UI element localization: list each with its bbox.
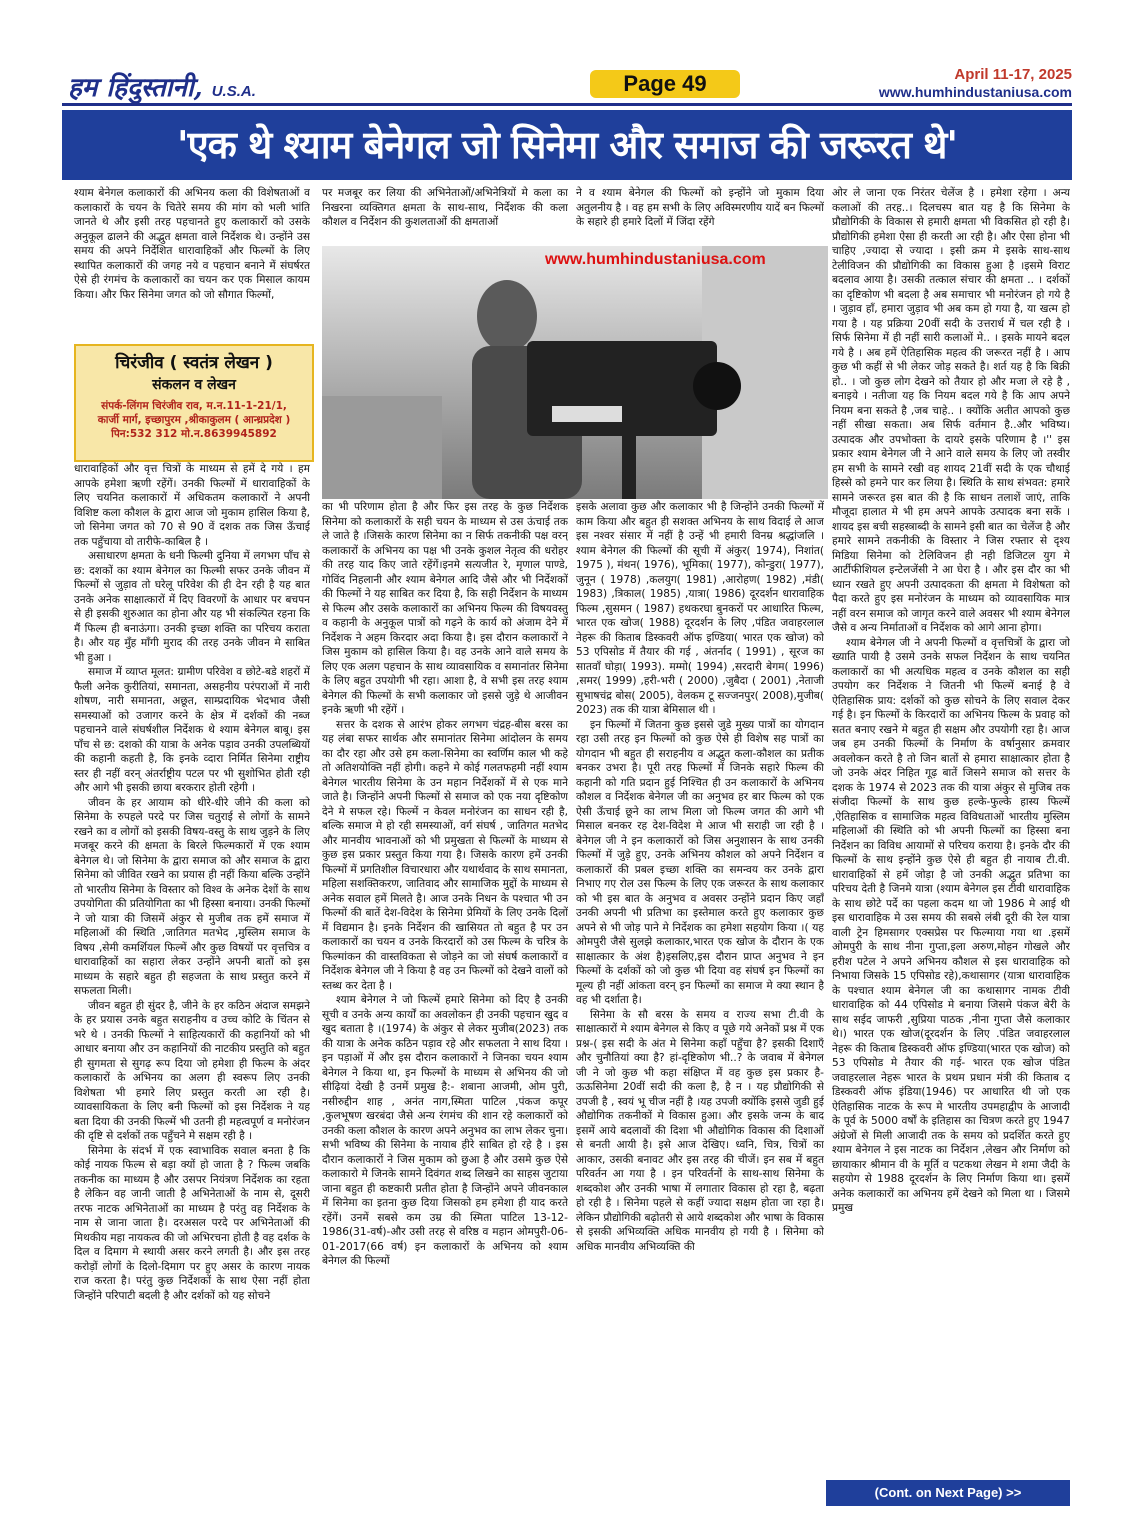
issue-date: April 11-17, 2025 [954, 66, 1072, 83]
brand-name: हम हिंदुस्तानी, [68, 73, 203, 103]
column-3-top [576, 186, 824, 244]
address-line: संपर्क-लिंगम चिरंजीव राव, म.न.11-1-21/1, [101, 400, 287, 412]
column-2 [322, 500, 568, 1510]
continued-next-page[interactable]: (Cont. on Next Page) >> [826, 1480, 1070, 1506]
paragraph: जीवन बहुत ही सुंदर है, जीने के हर कठिन अंदाज समझने के हर प्रयास उनके बहुत सराहनीय व उच्च कोटि के चिंतन से भरे थे । उनकी फिल्मों ने साहित्यकारों की कहानियों को भी आधार बनाया और उन कहानियों की नाटकीय प्रस्तुति को बहुत ही सुगमता से सुगढ़ रूप दिया जो हमेशा ही फिल्म के अंदर कलाकारों के अभिनय का अलग ही स्वरूप लिए उनकी विशेषता भी हमारे लिए प्रस्तुत करती आ रही है। व्यावसायिकता के लिए बनी फिल्मों को इस निर्देशक ने यह बता दिया की उनकी फिल्में भी उतनी ही महत्वपूर्ण व मनोरंजन की दृष्टि से दर्शकों तक पहुँचने मे सक्षम रही है । [74, 999, 310, 1142]
address-line: कार्जी मार्ग, इच्छापुरम ,श्रीकाकुलम ( आन्ध्रप्रदेश ) [97, 414, 291, 426]
paragraph: सिनेमा के संदर्भ में एक स्वाभाविक सवाल बनता है कि कोई नायक फिल्म से बड़ा क्यों हो जाता है ? फिल्म जबकि तकनीक का माध्यम है और उसपर नियंत्रण निर्देशक का रहता है लेकिन वह जानी जाती है अभिनेताओं के नाम से, दूसरी तरफ नाटक अभिनेताओं का माध्यम है परंतु वह निर्देशक के नाम से जाना जाता है। दरअसल परदे पर अभिनेताओं की मिथकीय महा नायकत्व की जो अभिरचना होती है वह दर्शक के दिल व दिमाग मे स्थायी असर करने लगती है। और इस तरह करोड़ों लोगों के दिलो-दिमाग पर हुए असर के कारण नायक राज करता है। परंतु कुछ निर्देशकों के साथ ऐसा नहीं होता जिन्होंने परिपाटी बदली है और दर्शकों को यह सोचने [74, 1144, 310, 1302]
paragraph: धारावाहिकों और वृत्त चित्रों के माध्यम से हमें दे गये । हम आपके हमेशा ऋणी रहेंगें। उनकी फिल्मों में धारावाहिकों के लिए चयनित कलाकारों में अधिकतम कलाकारों ने अपनी विशिष्ट कला कौशल के द्वारा आज जो मुकाम हासिल किया है, जो सिनेमा जगत को 70 से 90 वें दशक तक जिस ऊँचाई तक पहुँचाया वो तारीफे-काबिल है । [74, 463, 310, 548]
brand-suffix: U.S.A. [211, 83, 256, 100]
paragraph: इन फिल्मों में जितना कुछ इससे जुडे मुख्य पात्रों का योगदान रहा उसी तरह इन फिल्मों को कुछ ऐसे ही विशेष सह पात्रों का योगदान भी बहुत ही सराहनीय व अद्भुत कला-कौशल का प्रतीक बनकर उभरा है। पूरी तरह फिल्मों में जिनके सहारे फिल्म की कहानी को गति प्रदान हुई निश्चित ही उन कलाकारों के अभिनय कौशल व निर्देशक बेनेगल जी का अनुभव हर बार फिल्म को एक ऐसी ऊँचाई छूने का लाभ मिला जो फिल्म जगत की आगे भी मिसाल बनकर रह देश-विदेश मे आज भी सराही जा रही है ।बेनेगल जी ने इन कलाकारों को जिस अनुशासन के साथ उनकी फिल्मों में जुड़े हुए, उनके अभिनय कौशल को अपने निर्देशन व कलाकारों की प्रबल इच्छा शक्ति का समन्वय कर उनके द्वारा निभाए गए रोल उस फिल्म के लिए एक जरूरत के साथ कलाकार को भी इस बात के अनुभव व अवसर उन्होंने प्रदान किए जहाँ उनकी अपनी भी प्रतिभा का इस्तेमाल करते हुए कलाकार कुछ अपने से भी जोड़ पाने मे निर्देशक का हमेशा सहयोग किया ।( यह ओमपुरी जैसे सुलझे कलाकार,भारत एक खोज के दौरान के एक साक्षात्कार के अंश है)इसलिए,इस दौरान प्राप्त अनुभव ने इन फिल्मों के दर्शकों को जो कुछ भी दिया वह संघर्ष इन फिल्मों का मूल्य ही नहीं आंकता वरन् इन फिल्मों का समाज मे क्या स्थान है वह भी दर्शाता है। [576, 718, 824, 1006]
page-number-badge: Page 49 [590, 70, 740, 98]
column-1-top [74, 186, 310, 342]
paragraph: इसके अलावा कुछ और कलाकार भी है जिन्होंने उनकी फिल्मों में काम किया और बहुत ही सशक्त अभिनय के साथ विदाई ले आज इस नश्वर संसार में नहीं है उन्हें भी हमारी विनम्र श्रद्धांजलि । श्याम बेनेगल की फिल्मों की सूची में अंकुर( 1974), निशांत( 1975 ), मंथन( 1976), भूमिका( 1977), कोन्डुरा( 1977), जुनून ( 1978) ,कलयुग( 1981) ,आरोहण( 1982) ,मंडी( 1983) ,त्रिकाल( 1985) ,यात्रा( 1986) दूरदर्शन धारावाहिक फिल्म ,सुसमन ( 1987) हथकरघा बुनकरों पर आधारित फिल्म, भारत एक खोज( 1988) दूरदर्शन के लिए ,पंडित जवाहरलाल नेहरू की किताब डिस्कवरी ऑफ इण्डिया( भारत एक खोज) को 53 एपिसोड में तैयार की गई , अंतर्नाद ( 1991) , सूरज का सातवाँ घोड़ा( 1993). मम्मो( 1994) ,सरदारी बेगम( 1996) ,समर( 1999) ,हरी-भरी ( 2000) ,जुबैदा ( 2001) ,नेताजी सुभाषचंद्र बोस( 2005), वेलकम टू सज्जनपुर( 2008),मुजीब( 2023) तक की यात्रा बेमिसाल थी । [576, 501, 824, 716]
paragraph: सत्तर के दशक से आरंभ होकर लगभग चंद्रह-बीस बरस का यह लंबा सफर सार्थक और समानांतर सिनेमा आंदोलन के समय का दौर रहा और उसे हम कला-सिनेमा का स्वर्णिम काल भी कहे तो अतिशयोक्ति नहीं होगी। कहने मे कोई गलतफहमी नहीं श्याम बेनेगल भारतीय सिनेमा के उन महान निर्देशकों में से एक माने जाते है। जिन्होंने अपनी फिल्मों से समाज को एक नया दृष्टिकोण देने मे सफल रहे। फिल्में न केवल मनोरंजन का साधन रही है, बल्कि समाज मे हो रही समस्याओं, वर्ग संघर्ष , जातिगत मतभेद और मानवीय भावनाओं को भी प्रमुखता से फिल्मों के माध्यम से कुछ इस प्रकार प्रस्तुत किया गया है। जिसके कारण हमें उनकी फिल्मों में प्रगतिशील विचारधारा और यथार्थवाद के साथ समानता, महिला सशक्तिकरण, जातिवाद और सामाजिक मुद्दों के माध्यम से अनेक सवाल हमें मिलते है। आज उनके निधन के पश्चात भी उन फिल्मों की बातें देश-विदेश के सिनेमा प्रेमियों के लिए उनके दिलों में विद्यमान है। इनके निर्देशन की खासियत तो बहुत है पर उन कलाकारों का चयन व उनके किरदारों को उस फिल्म के चरित्र के फिल्मांकन की वास्तविकता से जोड़ने का जो संघर्ष कलाकारों व निर्देशक बेनेगल जी ने किया है वह उन फिल्मों को देखने वालों को स्तब्ध कर देता है । [322, 718, 568, 992]
column-1 [74, 462, 310, 1510]
paragraph: श्याम बेनेगल कलाकारों की अभिनय कला की विशेषताओं व कलाकारों के चयन के चितेरे समय की मांग को भली भांति जानते थे और इसी तरह पहचानते हुए कलाकारों को उसके अनुकूल ढालने की अद्भुत क्षमता वाले निर्देशक थे। उन्होंने उस समय की अपने निर्देशित धारावाहिकों और फिल्मों के लिए स्थापित कलाकारों की जगह नये व पहचान बनाने में संघर्षरत ऐसे ही रंगमंच के कलाकारों का चयन कर एक मिसाल कायम किया। और फिर सिनेमा जगत को जो सौगात फिल्मों, [74, 187, 310, 301]
address-line: पिन:532 312 मो.न.8639945892 [111, 428, 277, 440]
paragraph: असाधारण क्षमता के धनी फिल्मी दुनिया में लगभग पाँच से छ: दशकों का श्याम बेनेगल का फिल्मी सफर उनके जीवन में फिल्मों से जुड़ाव तो घरेलू परिवेश की ही देन रही है यह बात उनके अनेक साक्षात्कारों में दिए विवरणों के आधार पर बचपन से ही इसकी शुरुआत का होना और यह भी संकल्पित रहना कि मैं फिल्म ही बनाऊंगा। उनकी इच्छा शक्ति का परिचय कराता है। और यह मुँह माँगी मुराद की तरह उनके जीवन मे साबित भी हुआ । [74, 550, 310, 664]
article-photo [322, 246, 828, 499]
article-headline: 'एक थे श्याम बेनेगल जो सिनेमा और समाज की जरूरत थे' [62, 110, 1072, 180]
author-address [76, 399, 312, 441]
author-role: संकलन व लेखन [152, 377, 236, 393]
paragraph: पर मजबूर कर लिया की अभिनेताओं/अभिनेत्रियों मे कला का निखरना व्यक्तिगत क्षमता के साथ-साथ, निर्देशक की कला कौशल व निर्देशन की कुशलताओं की क्षमताओं [322, 187, 568, 228]
masthead-rule [62, 103, 1072, 106]
website-link[interactable]: www.humhindustaniusa.com [878, 84, 1072, 100]
column-2-top [322, 186, 568, 244]
author-box [74, 344, 314, 462]
paragraph: का भी परिणाम होता है और फिर इस तरह के कुछ निर्देशक सिनेमा को कलाकारों के सही चयन के माध्यम से उस ऊंचाई तक ले जाते है ।जिसके कारण सिनेमा का न सिर्फ तकनीकी पक्ष वरन् कलाकारों के अभिनय का पक्ष भी उनके कुशल नेतृत्व की धरोहर की तरह याद किए जाते रहेंगें।इनमे सत्यजीत रे, मृणाल पाण्डे, गोविंद निहलानी और श्याम बेनेगल आदि जैसे और भी निर्देशकों की फिल्मों ने यह साबित कर दिया है, कि सही निर्देशन के माध्यम से फिल्म और उसके कलाकारों का अभिनय फिल्म की विषयवस्तु व कहानी के अनुकूल पात्रों को गढ़ने के कार्य को अंजाम देने में निर्देशक ने अहम किरदार अदा किया है। इस दौरान कलाकारों ने जिस मुकाम को हासिल किया है। वह उनके आने वाले समय के लिए एक अलग पहचान के साथ व्यावसायिक व समानांतर सिनेमा के लिए बहुत उपयोगी भी रहा। आशा है, वे सभी इस तरह श्याम बेनेगल की फिल्मों के सभी कलाकार जो इससे जुड़े थे आजीवन इनके ऋणी भी रहेंगें । [322, 501, 568, 716]
column-4 [832, 186, 1070, 1476]
paragraph: श्याम बेनेगल ने जो फिल्में हमारे सिनेमा को दिए है उनकी सूची व उनके अन्य कार्यों का अवलोकन ही उनकी पहचान खुद व खुद बताता है ।(1974) के अंकुर से लेकर मुजीब(2023) तक की यात्रा के अनेक कठिन पड़ाव रहे और सफलता ने साथ दिया । इन पड़ाओं में और इस दौरान कलाकारों ने जिनका चयन श्याम बेनेगल ने किया था, इन फिल्मों के माध्यम से अभिनय की जो सीढ़ियां देखी है उनमें प्रमुख है:- शबाना आजमी, ओम पुरी, नसीरुद्दीन शाह , अनंत नाग,स्मिता पाटिल ,पंकज कपूर ,कुलभूषण खरबंदा जैसे अन्य रंगमंच की शान रहे कलाकारों को उनकी कला कौशल के कारण अपने अनुभव का लाभ लेकर चुना। सभी भविष्य की सिनेमा के नायाब हीरे साबित हो रहे है । इस दौरान कलाकारों ने जिस मुकाम को छुआ है और उसमे कुछ ऐसे कलाकारो मे जिनके सामने दिवंगत शब्द लिखने का साहस जुटाया जाना बहुत ही कष्टकारी प्रतीत होता है जिन्होंने अपने जीवनकाल में सिनेमा का इतना कुछ दिया जिसको हम हमेशा ही याद करते रहेंगें। उनमें सबसे कम उम्र की स्मिता पाटिल 13-12-1986(31-वर्ष)-और उसी तरह से वरिष्ठ व महान ओमपुरी-06-01-2017(66 वर्ष) इन कलाकारों के अभिनय को श्याम बेनेगल की फिल्मों [322, 994, 568, 1267]
paragraph: ने व श्याम बेनेगल की फिल्मों को इन्होंने जो मुकाम दिया अतुलनीय है । वह हम सभी के लिए अविस्मरणीय यादें बन फिल्मों के सहारे ही हमारे दिलों में जिंदा रहेंगे [576, 187, 824, 228]
paragraph: ओर ले जाना एक निरंतर चेलेंज है । हमेशा रहेगा । अन्य कलाओं की तरह..। दिलचस्प बात यह है कि सिनेमा के प्रौद्योगिकी के विकास से हमारी क्षमता भी विकसित हो रही है। प्रौद्योगिकी हमेशा ऐसा ही करती आ रही है। और ऐसा होना भी चाहिए ,ज्यादा से ज्यादा । इसी क्रम मे इसके साथ-साथ टेलीविजन की प्रौद्योगिकी का विकास हुआ है ।इसमे विराट बदलाव आया है। उसकी तत्काल संचार की क्षमता .. । दर्शकों का दृष्टिकोण भी बदला है अब समाचार भी मनोरंजन हो गये है । जुड़ाव हाँ, हमारा जुड़ाव भी अब कम हो गया है, या खत्म हो गया है । यह प्रक्रिया 20वीं सदी के उत्तरार्ध में चल रही है । सिर्फ सिनेमा में ही नहीं सारी कलाओं मे.. । इसके मायने बदल गये है । अब हमें ऐतिहासिक महत्व की जरूरत नहीं है । आप कुछ भी कहीं से भी लेकर जोड़ सकते है। शर्त यह है कि बिक्री हो.. । जो कुछ लोग देखने को तैयार हो और मजा ले रहे है , बनाइये । नतीजा यह कि नियम बदल गये है कि आप अपने नियम बना सकते है ,जब चाहे.. । क्योंकि अतीत आपको कुछ नहीं सीखा सकता। अब सिर्फ वर्तमान है..और भविष्य। उत्पादक और उपभोक्ता के दायरे इसके परिणाम है ।'' इस प्रकार श्याम बेनेगल जी ने आने वाले समय के लिए जो तस्वीर हम सभी के सामने रखी वह शायद 21वीं सदी के एक चौथाई हिस्से को हमने पार कर लिया है। स्थिति के साथ संभवत: हमारे सामने जरूरत इस बात की है कि साधन तलाशें जाएं, ताकि मौजूदा हालात मे भी हम अपने आपके उत्पादक बना सकें ।शायद इस बची सहस्त्राब्दी के सामने इसी बात का चेलेंज है और हमारे सामने तकनीकी के विस्तार ने जिस रफ्तार से दृश्य मिडिया सिनेमा को टेलिविजन ही नही डिजिटल युग मे आर्टीफीशियल इन्टेलजेंसी ने आ घेरा है । और इस दौर का भी ध्यान रखते हुए अपनी उत्पादकता की क्षमता मे विशेषता को पैदा करते हुए इस मनोरंजन के माध्यम को व्यावसायिक मात्र नहीं वरन समाज को जागृत करने वाले अवसर भी श्याम बेनेगल जैसे व अन्य निर्माताओं व निर्देशक को आगे आना होगा। [832, 187, 1070, 634]
paragraph: सिनेमा के सौ बरस के समय व राज्य सभा टी.वी के साक्षात्कारों मे श्याम बेनेगल से किए व पूछे गये अनेकों प्रश्न में एक प्रश्न-( इस सदी के अंत मे सिनेमा कहाँ पहुँचा है? इसकी दिशाएँ और चुनौतियां क्या है? हां-दृष्टिकोण भी..? के जवाब में बेनेगल जी ने जो कुछ भी कहा संक्षिप्त में वह कुछ इस प्रकार है-ऊऊसिनेमा 20वीं सदी की कला है, है न । यह प्रौद्योगिकी से उपजी है , स्वयं भू चीज नहीं है ।यह उपजी क्योंकि इससे जुडी हुई औद्योगिक तकनीकों मे विकास हुआ। और इसके जन्म के बाद इसमें आये बदलावों की दिशा भी औद्योगिक विकास की दिशाओं से बनती आयी है। इसे आज देखिए। ध्वनि, चित्र, चित्रों का आकार, उसकी बनावट और इस तरह की चीजें। इन सब में बहुत परिवर्तन आ गया है । इन परिवर्तनों के साथ-साथ सिनेमा के शब्दकोश और उनकी भाषा में लगातार विकास हो रहा है, बढ़ता हो रही है । सिनेमा पहले से कहीं ज्यादा सक्षम होता जा रहा है। लेकिन प्रौद्योगिकी बढ़ोतरी से आये शब्दकोश और भाषा के विकास से इसकी अभिव्यक्ति अधिक मानवीय हो गयी है । सिनेमा को अधिक मानवीय अभिव्यक्ति की [576, 1008, 824, 1253]
brand-logo [68, 68, 256, 104]
author-name: चिरंजीव ( स्वतंत्र लेखन ) [115, 353, 273, 373]
photo-watermark: www.humhindustaniusa.com [545, 251, 766, 268]
paragraph: जीवन के हर आयाम को धीरे-धीरे जीने की कला को सिनेमा के रुपहले परदे पर जिस चतुराई से लोगों के सामने रखने का व लोगों को इसकी विषय-वस्तु के साथ जुड़ने के लिए मजबूर करने की क्षमता के बिरले फिल्मकारों में एक श्याम बेनेगल थे। जो सिनेमा के द्वारा समाज को और समाज के द्वारा सिनेमा को जीवित रखने का प्रयास ही नहीं किया बल्कि उन्होंने तो भारतीय सिनेमा के विस्तार को विश्व के अनेक देशों के साथ उपयोगिता की प्रतियोगिता का भी हिस्सा बनाया। उनकी फिल्मों ने जो यात्रा की जिसमें अंकुर से मुजीब तक हमें समाज में महिलाओं की स्थिति ,जातिगत मतभेद ,मुस्लिम समाज के विषय ,सेमी कमर्शियल फिल्में और कुछ विषयों पर वृत्तचित्र व धारावाहिकों का सहारा लेकर उन्होंने अपनी बातों को इस माध्यम के सहारे बहुत ही सहजता के साथ प्रस्तुत करने में सफलता मिली। [74, 796, 310, 997]
paragraph: श्याम बेनेगल जी ने अपनी फिल्मों व वृत्तचित्रों के द्वारा जो ख्याति पायी है उसमे उनके सफल निर्देशन के साथ चयनित कलाकारों का भी अत्यधिक महत्व व उनके कौशल का सही उपयोग कर निर्देशक ने जितनी भी फिल्में बनाई है वे ऐतिहासिक प्राय: दर्शकों को कुछ सोचने के लिए सवाल देकर गई है। इन फिल्मों के किरदारों का अभिनय फिल्म के प्रवाह को सतत बनाए रखने मे बहुत ही सक्षम और उपयोगी रहा है। आज जब हम उनकी फिल्मों के निर्माण के वर्षानुसार क्रमवार अवलोकन करते है तो जिन बातों से हमारा साक्षात्कार होता है जो उनके अंदर निहित गूढ़ बातें जिसने समाज को सत्तर के दशक के 1974 से 2023 तक की यात्रा अंकुर से मुजिब तक संजीदा फिल्मों के साथ कुछ हल्के-फुल्के हास्य फिल्में ,ऐतिहासिक व सामाजिक महत्व विविधताओं भारतीय मुस्लिम महिलाओं की स्थिति को भी अपनी फिल्मों का हिस्सा बना निर्देशन का विविध आयामों से परिचय कराया है। इनके दौर की फिल्मों के साथ इन्होंने कुछ ऐसे ही बहुत ही नायाब टी.वी. धारावाहिकों से हमें जोड़ा है जो उनकी अद्भुत प्रतिभा का परिचय देती है जिनमे यात्रा (श्याम बेनेगल इस टीवी धारावाहिक के साथ छोटे पर्दे का पहला कदम था जो 1986 मे आई थी इस धारावाहिक मे उस समय की सबसे लंबी दूरी की रेल यात्रा वाली ट्रेन हिमसागर एक्सप्रेस पर फिल्माया गया था .इसमें ओमपुरी के साथ नीना गुप्ता,इला अरुण,मोहन गोखले और हरीश पटेल ने अपने अभिनय कौशल से इस धारावाहिक को निभाया जिसके 15 एपिसोड रहे),कथासागर (यात्रा धारावाहिक के पश्चात श्याम बेनेगल जी का कथासागर नामक टीवी धारावाहिक को 44 एपिसोड मे बनाया जिसमे पंकज बेरी के साथ सईद जाफरी ,सुप्रिया पाठक ,नीना गुप्ता जैसे कलाकार थे।) भारत एक खोज(दूरदर्शन के लिए .पंडित जवाहरलाल नेहरू की किताब डिस्कवरी ऑफ इण्डिया(भारत एक खोज) को 53 एपिसोड मे तैयार की गई- भारत एक खोज पंडित जवाहरलाल नेहरू भारत के प्रथम प्रधान मंत्री की किताब द डिस्कवरी ऑफ इंडिया(1946) पर आधारित थी जो एक ऐतिहासिक नाटक के रूप मे भारतीय उपमहाद्वीप के आजादी के पूर्व के 5000 वर्षों के इतिहास का चित्रण करते हुए 1947 अंग्रेजों से मिली आजादी तक के समय को प्रदर्शित करते हुए श्याम बेनेगल ने इस नाटक का निर्देशन ,लेखन और निर्माण को छायाकार श्रीमान वी के मूर्ति व पटकथा लेखन मे शमा जैदी के सहयोग से 1988 दूरदर्शन के लिए निर्माण किया था। इसमें अनेक कलाकारों का अभिनय हमें देखने को मिला था । जिसमे प्रमुख [832, 636, 1070, 1214]
masthead [62, 66, 1072, 102]
photo-illustration [322, 246, 828, 499]
column-3 [576, 500, 824, 1510]
paragraph: समाज में व्याप्त मूलत: ग्रामीण परिवेश व छोटे-बडे शहरों में फैली अनेक कुरीतियां, समानता, असहनीय परंपराओं में नारी शोषण, नारी समानता, अछूत, साम्प्रदायिक भेदभाव जैसी समस्याओं को उजागर करने के क्षेत्र में दर्शकों की नब्ज पहचानने वाले संघर्षशील निर्देशक थे श्याम बेनेगल बाबू। इस पाँच से छ: दशको की यात्रा के अनेक पड़ाव उनकी उपलब्धियों की कहानी कहती है, कि इनके व्दारा निर्मित सिनेमा राष्ट्रीय स्तर ही नहीं वरन् अंतर्राष्ट्रीय पटल पर भी सुशोभित होती रही और आगे भी इसकी छाया बरकरार होती रहेगी । [74, 666, 310, 794]
